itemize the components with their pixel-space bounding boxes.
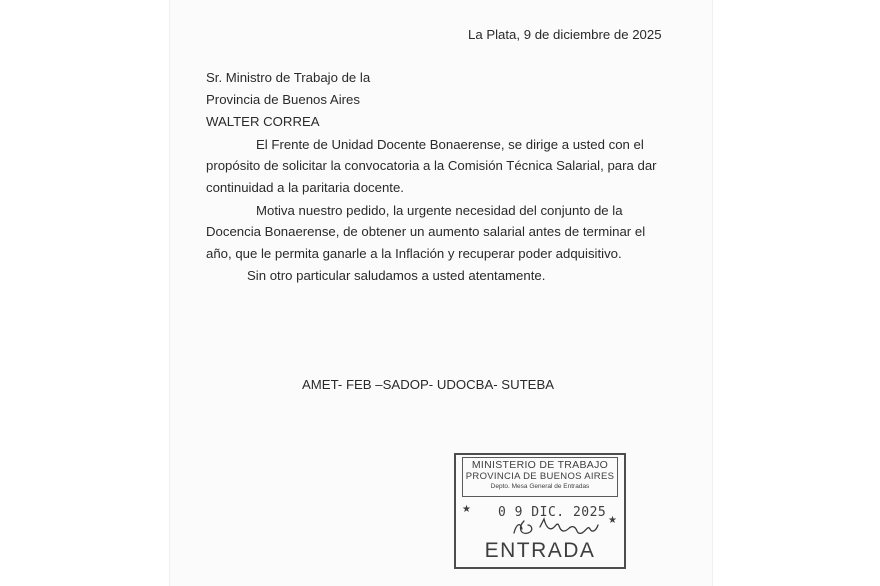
paragraph1-line-1: El Frente de Unidad Docente Bonaerense, se dirige a usted con el	[256, 137, 644, 152]
stamp-star-right-icon: ★	[608, 515, 617, 526]
reception-stamp	[454, 453, 626, 569]
paragraph2-line-2: Docencia Bonaerense, de obtener un aumento salarial antes de terminar el	[206, 224, 646, 239]
stamp-province: PROVINCIA DE BUENOS AIRES	[465, 471, 615, 482]
place-date: La Plata, 9 de diciembre de 2025	[468, 27, 662, 42]
stamp-department: Depto. Mesa General de Entradas	[490, 483, 590, 490]
paragraph1-line-3: continuidad a la paritaria docente.	[206, 180, 404, 195]
paragraph1-line-2: propósito de solicitar la convocatoria a la Comisión Técnica Salarial, para dar	[206, 158, 657, 173]
stamp-date: 0 9 DIC. 2025	[498, 505, 607, 520]
closing-line: Sin otro particular saludamos a usted atentamente.	[247, 268, 546, 283]
recipient-name: WALTER CORREA	[206, 114, 320, 129]
recipient-line-1: Sr. Ministro de Trabajo de la	[206, 70, 371, 85]
recipient-line-2: Provincia de Buenos Aires	[206, 92, 360, 107]
paragraph2-line-3: año, que le permita ganarle a la Inflación y recuperar poder adquisitivo.	[206, 246, 622, 261]
letter-page	[170, 0, 712, 586]
signatories: AMET- FEB –SADOP- UDOCBA- SUTEBA	[302, 377, 555, 392]
stamp-entrada-label: ENTRADA	[484, 539, 596, 562]
paragraph2-line-1: Motiva nuestro pedido, la urgente necesidad del conjunto de la	[256, 203, 623, 218]
stamp-star-left-icon: ★	[462, 504, 471, 515]
stamp-ministry: MINISTERIO DE TRABAJO	[471, 459, 609, 471]
